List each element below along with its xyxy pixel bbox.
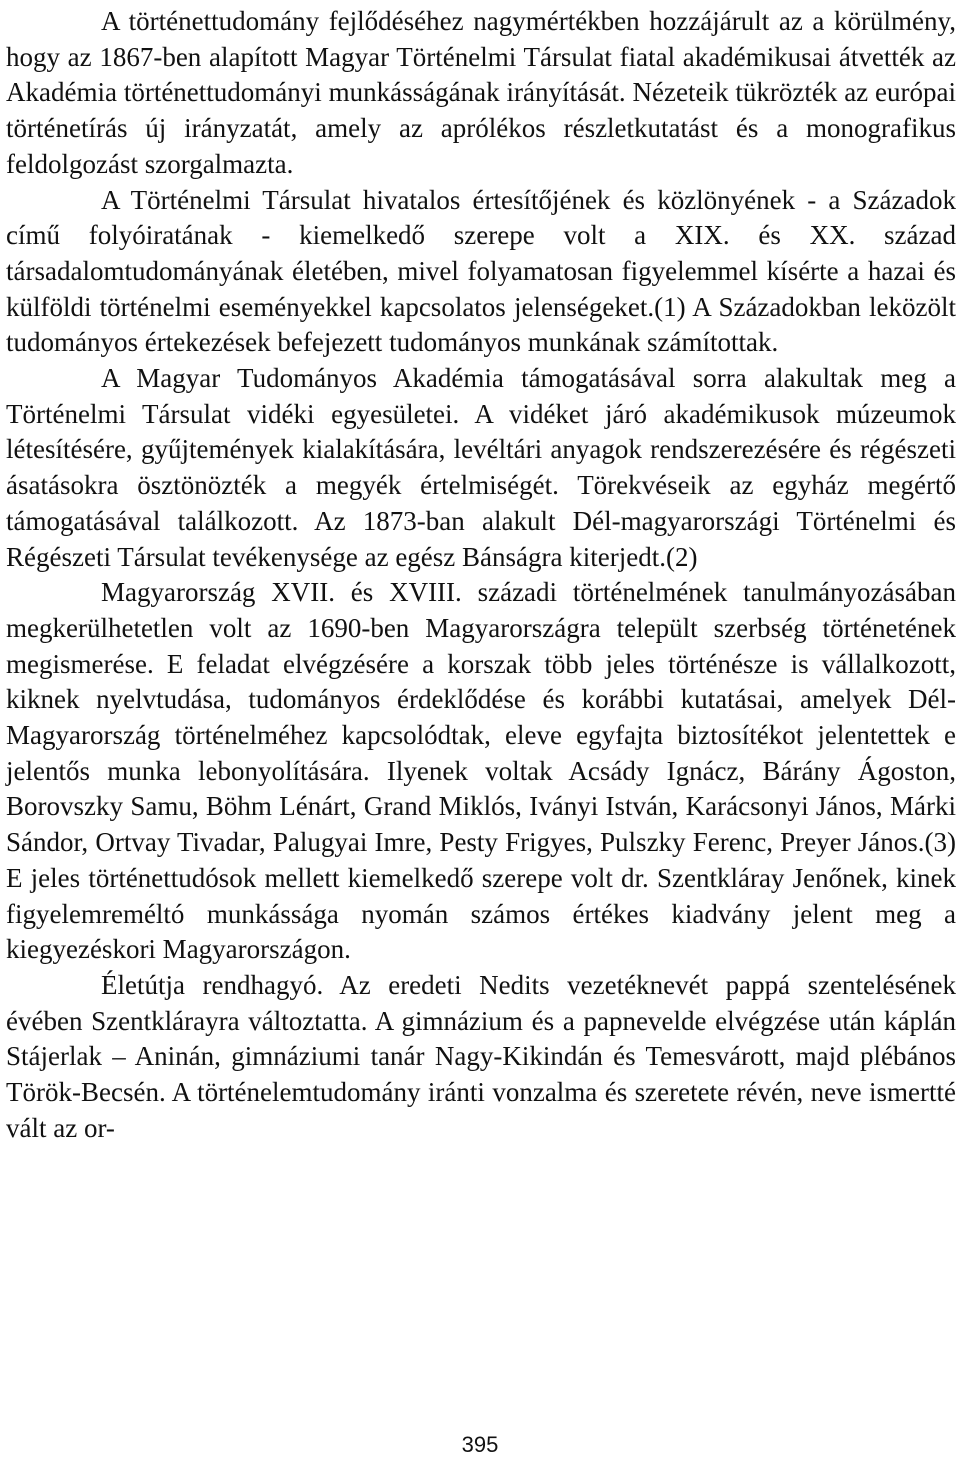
paragraph-2: A Történelmi Társulat hivatalos értesítőjének és közlönyének - a Századok című folyóiratának - kiemelkedő szerepe volt a XIX. és XX. század társadalomtudományának életében, mivel folyamatosan figyelemmel kísérte a hazai és külföldi történelmi eseményekkel kapcsolatos jelenségeket.(1) A Századokban leközölt tudományos értekezések befejezett tudományos munkának számítottak. [6, 184, 956, 358]
body-text [6, 0, 956, 1147]
document-page [6, 0, 956, 1147]
page-number: 395 [461, 1432, 499, 1457]
paragraph-3: A Magyar Tudományos Akadémia támogatásával sorra alakultak meg a Történelmi Társulat vidéki egyesületei. A vidéket járó akadémikusok múzeumok létesítésére, gyűjtemények kialakítására, levéltári anyagok rendszerezésére és régészeti ásatásokra ösztönözték a megyék értelmiségét. Törekvéseik az egyház megértő támogatásával találkozott. Az 1873-ban alakult Dél-magyarországi Történelmi és Régészeti Társulat tevékenysége az egész Bánságra kiterjedt.(2) [6, 363, 956, 572]
paragraph-4: Magyarország XVII. és XVIII. századi történelmének tanulmányozásában megkerülhetetlen volt az 1690-ben Magyarországra települt szerbség történetének megismerése. E feladat elvégzésére a korszak több jeles történésze is vállalkozott, kiknek nyelvtudása, tudományos érdeklődése és korábbi kutatásai, amelyek Dél-Magyarország történelméhez kapcsolódtak, eleve egyfajta biztosítékot jelentettek e jelentős munka lebonyolítására. Ilyenek voltak Acsády Ignácz, Bárány Ágoston, Borovszky Samu, Böhm Lénárt, Grand Miklós, Iványi István, Karácsonyi János, Márki Sándor, Ortvay Tivadar, Palugyai Imre, Pesty Frigyes, Pulszky Ferenc, Preyer János.(3) E jeles történettudósok mellett kiemelkedő szerepe volt dr. Szentkláray Jenőnek, kinek figyelemreméltó munkássága nyomán számos értékes kiadvány jelent meg a kiegyezéskori Magyarországon. [6, 577, 956, 965]
paragraph-5: Életútja rendhagyó. Az eredeti Nedits vezetéknevét pappá szentelésének évében Szentklárayra változtatta. A gimnázium és a papnevelde elvégzése után káplán Stájerlak – Aninán, gimnáziumi tanár Nagy-Kikindán és Temesvárott, majd plébános Török-Becsén. A történelemtudomány iránti vonzalma és szeretete révén, neve ismertté vált az or- [6, 969, 956, 1143]
paragraph-1: A történettudomány fejlődéséhez nagymértékben hozzájárult az a körülmény, hogy az 1867-ben alapított Magyar Történelmi Társulat fiatal akadémikusai átvették az Akadémia történettudományi munkásságának irányítását. Nézeteik tükrözték az európai történetírás új irányzatát, amely az aprólékos részletkutatást és a monografikus feldolgozást szorgalmazta. [6, 6, 956, 179]
